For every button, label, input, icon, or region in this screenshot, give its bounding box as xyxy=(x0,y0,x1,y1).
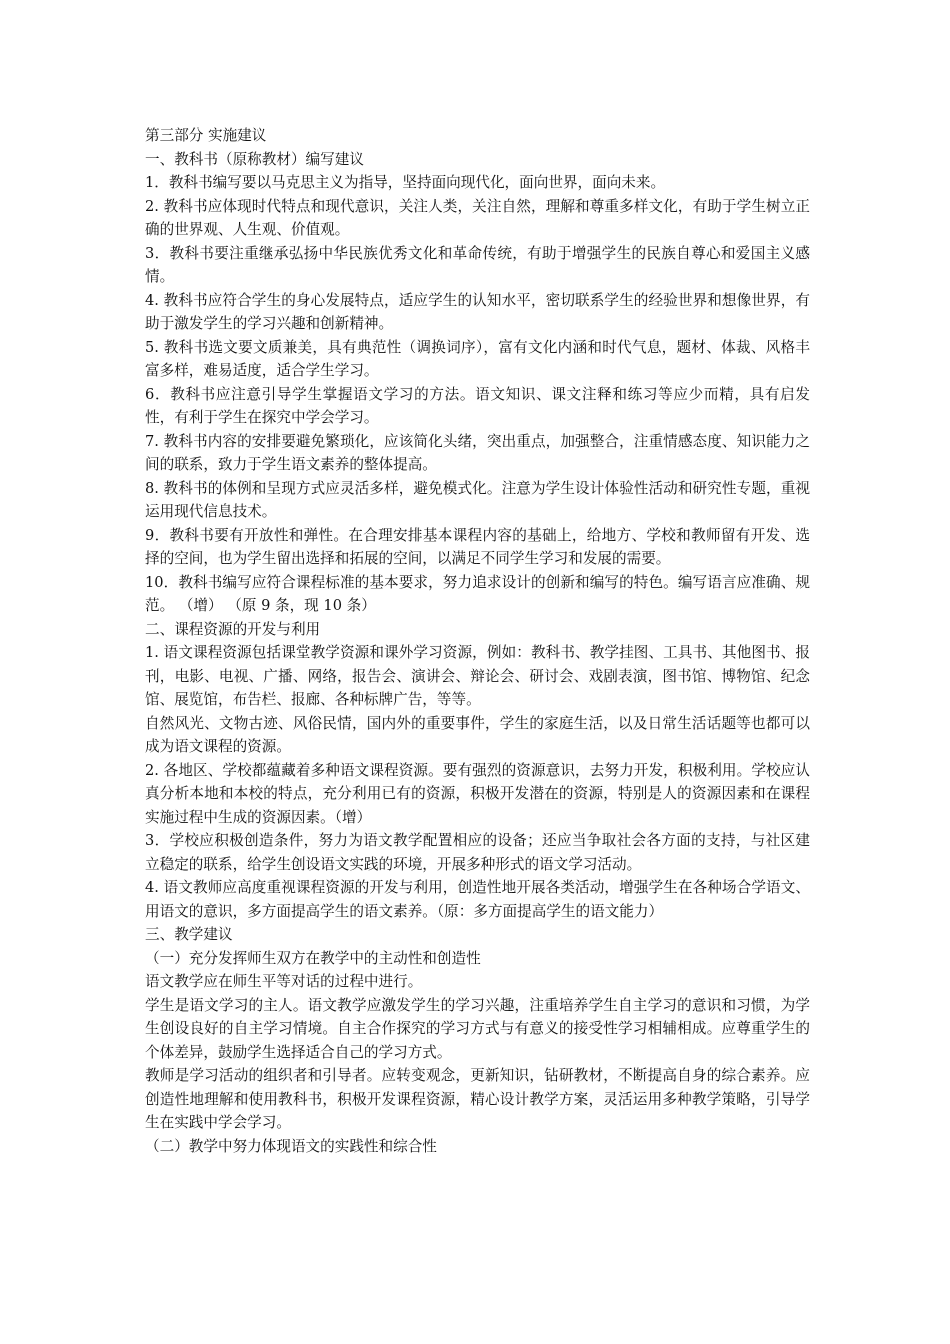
paragraph: 9．教科书要有开放性和弹性。在合理安排基本课程内容的基础上，给地方、学校和教师留有开发、选择的空间，也为学生留出选择和拓展的空间，以满足不同学生学习和发展的需要。 xyxy=(145,526,810,567)
section-heading-resources: 二、课程资源的开发与利用 xyxy=(145,620,321,638)
paragraph: 2. 各地区、学校都蕴藏着多种语文课程资源。要有强烈的资源意识，去努力开发，积极利用。学校应认真分析本地和本校的特点，充分利用已有的资源，积极开发潜在的资源，特别是人的资源因素和在课程实施过程中生成的资源因素。（增） xyxy=(145,761,810,826)
section-heading-teaching: 三、教学建议 xyxy=(145,926,233,943)
part-title: 第三部分 实施建议 xyxy=(145,127,267,144)
paragraph: 4. 教科书应符合学生的身心发展特点，适应学生的认知水平，密切联系学生的经验世界和想像世界，有助于激发学生的学习兴趣和创新精神。 xyxy=(145,291,810,332)
paragraph: 7. 教科书内容的安排要避免繁琐化，应该简化头绪，突出重点，加强整合，注重情感态度、知识能力之间的联系，致力于学生语文素养的整体提高。 xyxy=(145,432,810,473)
paragraph: 2. 教科书应体现时代特点和现代意识，关注人类，关注自然，理解和尊重多样文化，有助于学生树立正确的世界观、人生观、价值观。 xyxy=(145,197,810,238)
subsection-heading-1: （一）充分发挥师生双方在教学中的主动性和创造性 xyxy=(145,949,481,967)
section-heading-textbook: 一、教科书（原称教材）编写建议 xyxy=(145,150,364,168)
paragraph: 10．教科书编写应符合课程标准的基本要求，努力追求设计的创新和编写的特色。编写语言应准确、规范。 （增） （原 9 条，现 10 条） xyxy=(145,573,810,614)
paragraph: 5. 教科书选文要文质兼美，具有典范性（调换词序），富有文化内涵和时代气息，题材、体裁、风格丰富多样，难易适度，适合学生学习。 xyxy=(145,338,810,379)
paragraph: 4. 语文教师应高度重视课程资源的开发与利用，创造性地开展各类活动，增强学生在各种场合学语文、用语文的意识，多方面提高学生的语文素养。（原：多方面提高学生的语文能力） xyxy=(145,879,810,920)
paragraph: 8. 教科书的体例和呈现方式应灵活多样，避免模式化。注意为学生设计体验性活动和研究性专题，重视运用现代信息技术。 xyxy=(145,479,810,520)
paragraph: 语文教学应在师生平等对话的过程中进行。 xyxy=(145,973,423,990)
paragraph: 3．学校应积极创造条件，努力为语文教学配置相应的设备；还应当争取社会各方面的支持，与社区建立稳定的联系，给学生创设语文实践的环境，开展多种形式的语文学习活动。 xyxy=(145,832,810,873)
paragraph: 3．教科书要注重继承弘扬中华民族优秀文化和革命传统，有助于增强学生的民族自尊心和爱国主义感情。 xyxy=(145,244,810,285)
paragraph: 学生是语文学习的主人。语文教学应激发学生的学习兴趣，注重培养学生自主学习的意识和习惯，为学生创设良好的自主学习情境。自主合作探究的学习方式与有意义的接受性学习相辅相成。应尊重学生的个体差异，鼓励学生选择适合自己的学习方式。 xyxy=(145,996,810,1061)
document-body xyxy=(145,124,810,1158)
paragraph: 自然风光、文物古迹、风俗民情，国内外的重要事件，学生的家庭生活，以及日常生活话题等也都可以成为语文课程的资源。 xyxy=(145,714,810,755)
paragraph: 1．教科书编写要以马克思主义为指导，坚持面向现代化，面向世界，面向未来。 xyxy=(145,174,666,191)
subsection-heading-2: （二）教学中努力体现语文的实践性和综合性 xyxy=(145,1137,437,1155)
paragraph: 1. 语文课程资源包括课堂教学资源和课外学习资源，例如：教科书、教学挂图、工具书、其他图书、报刊，电影、电视、广播、网络，报告会、演讲会、辩论会、研讨会、戏剧表演，图书馆、博物馆、纪念馆、展览馆，布告栏、报廊、各种标牌广告，等等。 xyxy=(145,644,810,708)
paragraph: 教师是学习活动的组织者和引导者。应转变观念，更新知识，钻研教材，不断提高自身的综合素养。应创造性地理解和使用教科书，积极开发课程资源，精心设计教学方案，灵活运用多种教学策略，引导学生在实践中学会学习。 xyxy=(145,1067,810,1131)
paragraph: 6．教科书应注意引导学生掌握语文学习的方法。语文知识、课文注释和练习等应少而精，具有启发性，有利于学生在探究中学会学习。 xyxy=(145,385,810,426)
